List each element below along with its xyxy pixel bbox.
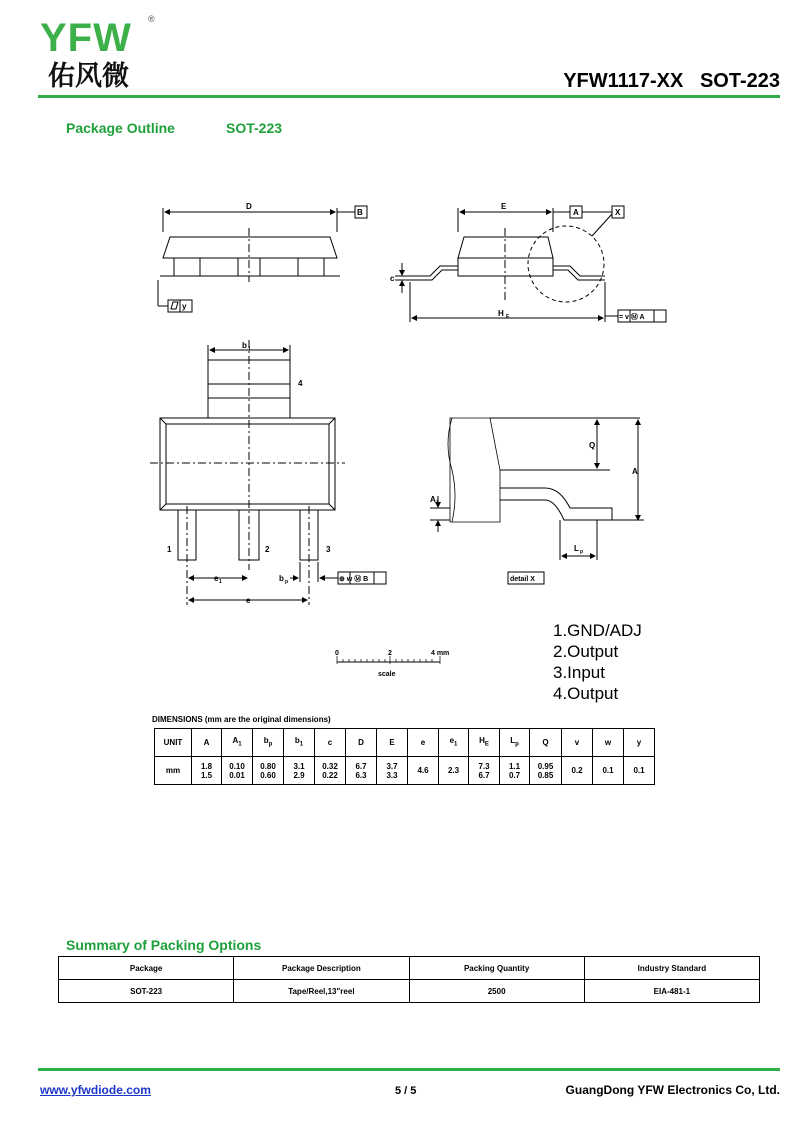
scale-4: 4 mm <box>431 650 450 657</box>
scale-label: scale <box>378 671 396 678</box>
dim-value-cell: 3.1 2.9 <box>284 757 315 785</box>
dim-value-cell: 0.95 0.85 <box>530 757 562 785</box>
tolerance-hE: = v Ⓜ A <box>619 314 645 321</box>
page-title: YFW1117-XX SOT-223 <box>563 70 780 92</box>
packing-cell: 2500 <box>409 980 584 1003</box>
packing-cell: EIA-481-1 <box>584 980 759 1003</box>
dim-value-cell: 2.3 <box>439 757 469 785</box>
label-A1-sub: 1 <box>436 500 439 506</box>
label-A1: A <box>430 495 436 504</box>
dim-value-cell: 0.32 0.22 <box>315 757 346 785</box>
label-A-side: A <box>632 467 638 476</box>
dim-value-cell: 0.1 <box>593 757 624 785</box>
pin-item: 2.Output <box>553 642 619 661</box>
packing-header-cell: Industry Standard <box>584 957 759 980</box>
label-HE: H <box>498 309 504 318</box>
packing-header-cell: Packing Quantity <box>409 957 584 980</box>
label-A: A <box>573 208 579 217</box>
label-Lp-sub: p <box>580 549 584 555</box>
label-pin3: 3 <box>326 545 331 554</box>
label-e1: e <box>214 574 219 583</box>
unit-header: UNIT <box>155 729 192 757</box>
website-link[interactable]: www.yfwdiode.com <box>40 1083 151 1097</box>
dim-value-cell: 4.6 <box>408 757 439 785</box>
label-D: D <box>246 202 252 211</box>
label-e: e <box>246 596 251 605</box>
dim-header-cell: $A_1$ <box>222 729 253 757</box>
pin-item: 1.GND/ADJ <box>553 621 642 640</box>
packing-header-cell: Package Description <box>234 957 409 980</box>
dim-value-cell: 1.8 1.5 <box>192 757 222 785</box>
label-E: E <box>501 202 507 211</box>
scale-0: 0 <box>335 650 339 657</box>
tolerance-bp: ⊕ w Ⓜ B <box>339 576 369 583</box>
label-pin4: 4 <box>298 379 303 388</box>
label-Q: Q <box>589 441 596 450</box>
logo-chinese: 佑风微 <box>48 61 129 92</box>
label-Lp: L <box>574 544 579 553</box>
unit-value: mm <box>155 757 192 785</box>
dim-header-cell: $e_1$ <box>439 729 469 757</box>
dim-header-cell: D <box>346 729 377 757</box>
package-outline-heading: Package Outline <box>66 120 175 136</box>
dim-header-cell: E <box>377 729 408 757</box>
label-b1: b <box>242 341 247 350</box>
detail-label: detail X <box>510 576 535 583</box>
dim-header-cell: $L_p$ <box>500 729 530 757</box>
label-e1-sub: 1 <box>219 579 222 585</box>
dimensions-caption: DIMENSIONS (mm are the original dimensions) <box>152 715 331 724</box>
logo-text: YFW <box>40 16 132 60</box>
dim-value-cell: 0.1 <box>624 757 655 785</box>
label-bp: b <box>279 574 284 583</box>
dim-value-cell: 3.7 3.3 <box>377 757 408 785</box>
dim-header-cell: w <box>593 729 624 757</box>
dim-header-cell: v <box>562 729 593 757</box>
dim-header-cell: e <box>408 729 439 757</box>
dim-header-cell: $b_p$ <box>253 729 284 757</box>
dim-header-cell: $H_E$ <box>469 729 500 757</box>
dim-value-cell: 6.7 6.3 <box>346 757 377 785</box>
label-y: y <box>182 302 187 311</box>
pin-item: 4.Output <box>553 684 619 703</box>
dim-header-cell: y <box>624 729 655 757</box>
packing-header-cell: Package <box>59 957 234 980</box>
company-name: GuangDong YFW Electronics Co, Ltd. <box>565 1083 780 1097</box>
packing-cell: SOT-223 <box>59 980 234 1003</box>
packing-cell: Tape/Reel,13"reel <box>234 980 409 1003</box>
dim-value-cell: 7.3 6.7 <box>469 757 500 785</box>
label-pin2: 2 <box>265 545 270 554</box>
dimensions-table <box>154 728 655 785</box>
dim-value-cell: 1.1 0.7 <box>500 757 530 785</box>
dim-header-cell: $b_1$ <box>284 729 315 757</box>
dim-value-cell: 0.80 0.60 <box>253 757 284 785</box>
dim-value-cell: 0.10 0.01 <box>222 757 253 785</box>
dim-header-cell: c <box>315 729 346 757</box>
dim-value-cell: 0.2 <box>562 757 593 785</box>
label-pin1: 1 <box>167 545 172 554</box>
packing-table <box>58 956 760 1003</box>
package-outline-type: SOT-223 <box>226 120 283 136</box>
footer-divider <box>38 1068 780 1071</box>
pin-item: 3.Input <box>553 663 605 682</box>
label-HE-sub: E <box>506 314 510 320</box>
label-c: c <box>390 274 395 283</box>
label-X: X <box>615 208 621 217</box>
label-bp-sub: p <box>285 579 289 585</box>
label-B: B <box>357 208 363 217</box>
packing-heading: Summary of Packing Options <box>66 937 262 953</box>
registered-mark: ® <box>148 14 155 24</box>
label-b1-sub: 1 <box>248 346 251 352</box>
pin-list <box>553 620 642 704</box>
scale-2: 2 <box>388 650 392 657</box>
page-number: 5 / 5 <box>395 1085 417 1097</box>
dim-header-cell: A <box>192 729 222 757</box>
dim-header-cell: Q <box>530 729 562 757</box>
